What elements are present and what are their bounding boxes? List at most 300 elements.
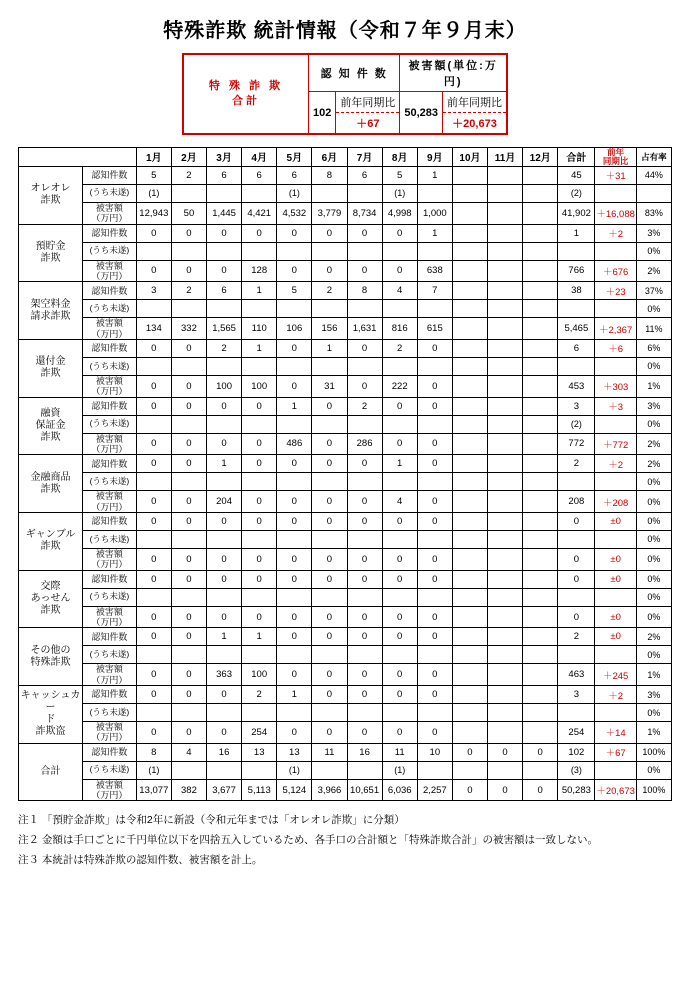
higai-m8: 0	[382, 664, 417, 686]
ninchi-m9: 0	[417, 455, 452, 473]
ninchi-m6: 0	[312, 570, 347, 588]
misui-m4	[242, 184, 277, 202]
higai-m6: 3,779	[312, 202, 347, 224]
ninchi-share: 6%	[636, 339, 671, 357]
misui-m10	[452, 530, 487, 548]
ninchi-share: 3%	[636, 397, 671, 415]
higai-m5: 0	[277, 722, 312, 744]
category-label: オレオレ 詐欺	[19, 166, 83, 224]
misui-m9	[417, 646, 452, 664]
ninchi-total: 0	[558, 570, 595, 588]
ninchi-m11: 0	[488, 743, 523, 761]
ninchi-m7: 0	[347, 570, 382, 588]
higai-m10	[452, 433, 487, 455]
ninchi-m9: 0	[417, 397, 452, 415]
ninchi-m3: 1	[207, 628, 242, 646]
higai-total: 453	[558, 375, 595, 397]
misui-m9	[417, 357, 452, 375]
ninchi-delta: ＋2	[595, 224, 636, 242]
higai-m5: 0	[277, 548, 312, 570]
ninchi-m11	[488, 224, 523, 242]
misui-m9	[417, 588, 452, 606]
table-header-row	[19, 148, 672, 167]
misui-m3	[207, 300, 242, 318]
higai-delta: ±0	[595, 548, 636, 570]
higai-delta: ＋208	[595, 491, 636, 513]
misui-m12	[523, 184, 558, 202]
table-row	[19, 491, 672, 513]
misui-m12	[523, 761, 558, 779]
higai-m9: 0	[417, 375, 452, 397]
higai-total: 41,902	[558, 202, 595, 224]
summary-higai-delta: ＋20,673	[443, 113, 508, 135]
misui-m2	[171, 300, 206, 318]
row-label-higai: 被害額 （万円）	[83, 318, 137, 340]
summary-higai-header: 被害額(単位:万円)	[400, 54, 507, 92]
ninchi-m12	[523, 339, 558, 357]
misui-m4	[242, 761, 277, 779]
higai-m5: 5,124	[277, 779, 312, 801]
table-row	[19, 548, 672, 570]
higai-m4: 128	[242, 260, 277, 282]
row-label-higai: 被害額 （万円）	[83, 722, 137, 744]
ninchi-m11	[488, 512, 523, 530]
misui-m4	[242, 415, 277, 433]
higai-share: 1%	[636, 722, 671, 744]
table-row	[19, 761, 672, 779]
table-row	[19, 473, 672, 491]
row-label-misui: (うち未遂)	[83, 704, 137, 722]
ninchi-m7: 8	[347, 282, 382, 300]
ninchi-total: 38	[558, 282, 595, 300]
ninchi-m11	[488, 686, 523, 704]
higai-total: 5,465	[558, 318, 595, 340]
ninchi-m6: 0	[312, 455, 347, 473]
higai-m2: 0	[171, 606, 206, 628]
table-row	[19, 646, 672, 664]
misui-m3	[207, 646, 242, 664]
ninchi-m8: 0	[382, 512, 417, 530]
higai-share: 1%	[636, 375, 671, 397]
misui-m6	[312, 300, 347, 318]
statistics-table	[18, 147, 672, 801]
higai-m4: 0	[242, 491, 277, 513]
note-2: 注２ 金額は手口ごとに千円単位以下を四捨五入しているため、各手口の合計額と「特殊詐欺合計」の被害額は一致しない。	[18, 834, 598, 847]
misui-m3	[207, 530, 242, 548]
table-row	[19, 512, 672, 530]
higai-m9: 0	[417, 491, 452, 513]
higai-m12	[523, 318, 558, 340]
ninchi-m2: 0	[171, 512, 206, 530]
higai-total: 254	[558, 722, 595, 744]
ninchi-m4: 0	[242, 455, 277, 473]
higai-m10	[452, 548, 487, 570]
ninchi-m9: 1	[417, 166, 452, 184]
table-header	[19, 148, 672, 167]
misui-m5: (1)	[277, 761, 312, 779]
header-corner	[19, 148, 137, 167]
misui-m2	[171, 242, 206, 260]
ninchi-m12	[523, 628, 558, 646]
misui-total: (2)	[558, 184, 595, 202]
higai-m12	[523, 202, 558, 224]
ninchi-m3: 0	[207, 224, 242, 242]
higai-m7: 0	[347, 548, 382, 570]
ninchi-m5: 0	[277, 455, 312, 473]
misui-m8	[382, 300, 417, 318]
ninchi-m10: 0	[452, 743, 487, 761]
misui-m6	[312, 704, 347, 722]
misui-share: 0%	[636, 473, 671, 491]
misui-m4	[242, 357, 277, 375]
ninchi-m3: 16	[207, 743, 242, 761]
misui-m4	[242, 300, 277, 318]
higai-m10	[452, 202, 487, 224]
table-row	[19, 282, 672, 300]
row-label-higai: 被害額 （万円）	[83, 433, 137, 455]
ninchi-m3: 0	[207, 397, 242, 415]
misui-m11	[488, 646, 523, 664]
ninchi-m4: 1	[242, 282, 277, 300]
misui-m2	[171, 473, 206, 491]
higai-m5: 4,532	[277, 202, 312, 224]
misui-m11	[488, 184, 523, 202]
ninchi-m12	[523, 282, 558, 300]
row-label-higai: 被害額 （万円）	[83, 606, 137, 628]
ninchi-m2: 0	[171, 570, 206, 588]
misui-m10	[452, 415, 487, 433]
ninchi-m12	[523, 512, 558, 530]
higai-m6: 0	[312, 722, 347, 744]
header-month-2: 2月	[171, 148, 206, 167]
higai-m11	[488, 606, 523, 628]
table-row	[19, 628, 672, 646]
header-month-5: 5月	[277, 148, 312, 167]
ninchi-m9: 0	[417, 628, 452, 646]
ninchi-delta: ±0	[595, 628, 636, 646]
higai-m10	[452, 722, 487, 744]
table-row	[19, 202, 672, 224]
ninchi-m9: 0	[417, 512, 452, 530]
higai-m12	[523, 722, 558, 744]
header-month-1: 1月	[136, 148, 171, 167]
misui-m7	[347, 704, 382, 722]
ninchi-share: 44%	[636, 166, 671, 184]
ninchi-m2: 0	[171, 224, 206, 242]
misui-m12	[523, 646, 558, 664]
higai-m11	[488, 491, 523, 513]
misui-m7	[347, 530, 382, 548]
higai-total: 208	[558, 491, 595, 513]
ninchi-delta: ＋23	[595, 282, 636, 300]
higai-m9: 2,257	[417, 779, 452, 801]
ninchi-total: 0	[558, 512, 595, 530]
row-label-ninchi: 認知件数	[83, 397, 137, 415]
misui-m2	[171, 588, 206, 606]
higai-m6: 0	[312, 548, 347, 570]
higai-m4: 100	[242, 664, 277, 686]
misui-m6	[312, 242, 347, 260]
misui-m11	[488, 588, 523, 606]
higai-delta: ＋14	[595, 722, 636, 744]
higai-m3: 3,677	[207, 779, 242, 801]
header-delta: 前年 同期比	[595, 148, 636, 167]
summary-label-line1: 特 殊 詐 欺	[208, 80, 284, 93]
misui-m7	[347, 184, 382, 202]
higai-m6: 0	[312, 433, 347, 455]
table-row	[19, 530, 672, 548]
misui-m11	[488, 300, 523, 318]
summary-ninchi-sub: 前年同期比	[336, 92, 400, 113]
ninchi-m11	[488, 282, 523, 300]
ninchi-m2: 0	[171, 628, 206, 646]
higai-m3: 0	[207, 722, 242, 744]
table-row	[19, 166, 672, 184]
higai-m4: 0	[242, 606, 277, 628]
row-label-ninchi: 認知件数	[83, 686, 137, 704]
ninchi-m8: 4	[382, 282, 417, 300]
higai-m3: 1,565	[207, 318, 242, 340]
note-1: 注１ 「預貯金詐欺」は令和2年に新設（令和元年までは「オレオレ詐欺」に分類）	[18, 814, 405, 827]
higai-m2: 0	[171, 260, 206, 282]
misui-m2	[171, 761, 206, 779]
ninchi-m11	[488, 339, 523, 357]
category-label: 還付金 詐欺	[19, 339, 83, 397]
table-row	[19, 570, 672, 588]
misui-m8	[382, 242, 417, 260]
higai-m7: 10,651	[347, 779, 382, 801]
higai-delta: ±0	[595, 606, 636, 628]
higai-m11	[488, 548, 523, 570]
misui-m5	[277, 530, 312, 548]
higai-m1: 0	[136, 491, 171, 513]
ninchi-m7: 0	[347, 686, 382, 704]
ninchi-m7: 16	[347, 743, 382, 761]
header-month-7: 7月	[347, 148, 382, 167]
ninchi-m3: 6	[207, 166, 242, 184]
ninchi-delta: ＋2	[595, 686, 636, 704]
ninchi-delta: ＋31	[595, 166, 636, 184]
misui-m5: (1)	[277, 184, 312, 202]
higai-delta: ＋772	[595, 433, 636, 455]
misui-m5	[277, 242, 312, 260]
higai-m12	[523, 548, 558, 570]
ninchi-m7: 0	[347, 512, 382, 530]
header-month-12: 12月	[523, 148, 558, 167]
higai-m8: 0	[382, 548, 417, 570]
ninchi-m5: 0	[277, 628, 312, 646]
misui-m10	[452, 242, 487, 260]
higai-share: 0%	[636, 548, 671, 570]
higai-m3: 1,445	[207, 202, 242, 224]
row-label-higai: 被害額 （万円）	[83, 779, 137, 801]
ninchi-m2: 0	[171, 455, 206, 473]
row-label-higai: 被害額 （万円）	[83, 260, 137, 282]
higai-m12	[523, 664, 558, 686]
misui-m5	[277, 704, 312, 722]
ninchi-share: 100%	[636, 743, 671, 761]
table-row	[19, 455, 672, 473]
ninchi-m6: 0	[312, 224, 347, 242]
misui-share	[636, 184, 671, 202]
misui-m12	[523, 588, 558, 606]
misui-m7	[347, 357, 382, 375]
higai-m9: 0	[417, 722, 452, 744]
higai-m1: 0	[136, 433, 171, 455]
misui-m8	[382, 357, 417, 375]
higai-m7: 1,631	[347, 318, 382, 340]
higai-m10: 0	[452, 779, 487, 801]
misui-total	[558, 473, 595, 491]
higai-share: 2%	[636, 433, 671, 455]
higai-m12	[523, 260, 558, 282]
header-month-8: 8月	[382, 148, 417, 167]
table-row	[19, 357, 672, 375]
row-label-ninchi: 認知件数	[83, 339, 137, 357]
misui-m1	[136, 646, 171, 664]
misui-m5	[277, 473, 312, 491]
row-label-ninchi: 認知件数	[83, 455, 137, 473]
ninchi-m4: 0	[242, 397, 277, 415]
misui-m7	[347, 761, 382, 779]
misui-m11	[488, 415, 523, 433]
higai-m2: 0	[171, 491, 206, 513]
page-title: 特殊詐欺 統計情報（令和７年９月末）	[163, 20, 527, 42]
category-label: 預貯金 詐欺	[19, 224, 83, 282]
summary-higai-value: 50,283	[400, 92, 443, 135]
higai-m5: 0	[277, 606, 312, 628]
row-label-ninchi: 認知件数	[83, 743, 137, 761]
misui-m6	[312, 473, 347, 491]
misui-m3	[207, 415, 242, 433]
misui-m6	[312, 530, 347, 548]
ninchi-m9: 0	[417, 686, 452, 704]
ninchi-m2: 4	[171, 743, 206, 761]
misui-m9	[417, 530, 452, 548]
higai-m6: 0	[312, 260, 347, 282]
higai-m12	[523, 606, 558, 628]
category-label: 交際 あっせん 詐欺	[19, 570, 83, 628]
row-label-misui: (うち未遂)	[83, 184, 137, 202]
ninchi-m8: 0	[382, 628, 417, 646]
ninchi-total: 102	[558, 743, 595, 761]
ninchi-m1: 0	[136, 570, 171, 588]
row-label-misui: (うち未遂)	[83, 761, 137, 779]
ninchi-m8: 0	[382, 224, 417, 242]
ninchi-total: 45	[558, 166, 595, 184]
higai-m4: 110	[242, 318, 277, 340]
header-month-6: 6月	[312, 148, 347, 167]
ninchi-m7: 0	[347, 455, 382, 473]
row-label-ninchi: 認知件数	[83, 224, 137, 242]
higai-m5: 486	[277, 433, 312, 455]
ninchi-m2: 0	[171, 686, 206, 704]
ninchi-m3: 0	[207, 570, 242, 588]
ninchi-delta: ＋3	[595, 397, 636, 415]
ninchi-total: 2	[558, 455, 595, 473]
ninchi-share: 37%	[636, 282, 671, 300]
ninchi-m9: 10	[417, 743, 452, 761]
ninchi-m3: 2	[207, 339, 242, 357]
misui-share: 0%	[636, 761, 671, 779]
misui-delta	[595, 646, 636, 664]
misui-m1	[136, 704, 171, 722]
higai-delta: ＋676	[595, 260, 636, 282]
ninchi-m7: 2	[347, 397, 382, 415]
ninchi-m12	[523, 570, 558, 588]
ninchi-delta: ＋6	[595, 339, 636, 357]
higai-total: 463	[558, 664, 595, 686]
ninchi-m3: 6	[207, 282, 242, 300]
ninchi-m6: 1	[312, 339, 347, 357]
higai-m1: 0	[136, 664, 171, 686]
higai-share: 83%	[636, 202, 671, 224]
misui-m8: (1)	[382, 761, 417, 779]
ninchi-m1: 0	[136, 224, 171, 242]
ninchi-share: 3%	[636, 686, 671, 704]
ninchi-m11	[488, 397, 523, 415]
higai-m9: 615	[417, 318, 452, 340]
ninchi-m3: 1	[207, 455, 242, 473]
higai-m11	[488, 433, 523, 455]
higai-m1: 0	[136, 260, 171, 282]
table-row	[19, 339, 672, 357]
misui-delta	[595, 704, 636, 722]
higai-delta: ＋245	[595, 664, 636, 686]
row-label-ninchi: 認知件数	[83, 570, 137, 588]
ninchi-m6: 2	[312, 282, 347, 300]
ninchi-m6: 8	[312, 166, 347, 184]
ninchi-m2: 0	[171, 397, 206, 415]
higai-m7: 286	[347, 433, 382, 455]
misui-m3	[207, 761, 242, 779]
misui-m2	[171, 646, 206, 664]
ninchi-m2: 2	[171, 166, 206, 184]
header-month-11: 11月	[488, 148, 523, 167]
higai-m1: 0	[136, 375, 171, 397]
misui-m9	[417, 184, 452, 202]
higai-m8: 816	[382, 318, 417, 340]
higai-m6: 156	[312, 318, 347, 340]
misui-m6	[312, 184, 347, 202]
misui-m10	[452, 357, 487, 375]
ninchi-m4: 13	[242, 743, 277, 761]
higai-m3: 363	[207, 664, 242, 686]
ninchi-m12	[523, 397, 558, 415]
higai-m2: 0	[171, 433, 206, 455]
table-body	[19, 166, 672, 801]
misui-delta	[595, 357, 636, 375]
misui-m8	[382, 530, 417, 548]
higai-m5: 0	[277, 491, 312, 513]
misui-m12	[523, 357, 558, 375]
ninchi-m4: 0	[242, 570, 277, 588]
higai-total: 0	[558, 548, 595, 570]
higai-m9: 0	[417, 664, 452, 686]
misui-total	[558, 530, 595, 548]
misui-total	[558, 704, 595, 722]
ninchi-m1: 8	[136, 743, 171, 761]
higai-m9: 1,000	[417, 202, 452, 224]
ninchi-m5: 1	[277, 686, 312, 704]
misui-m10	[452, 473, 487, 491]
higai-delta: ＋16,088	[595, 202, 636, 224]
higai-total: 50,283	[558, 779, 595, 801]
misui-m1	[136, 242, 171, 260]
ninchi-m8: 0	[382, 686, 417, 704]
higai-m1: 13,077	[136, 779, 171, 801]
misui-m3	[207, 242, 242, 260]
